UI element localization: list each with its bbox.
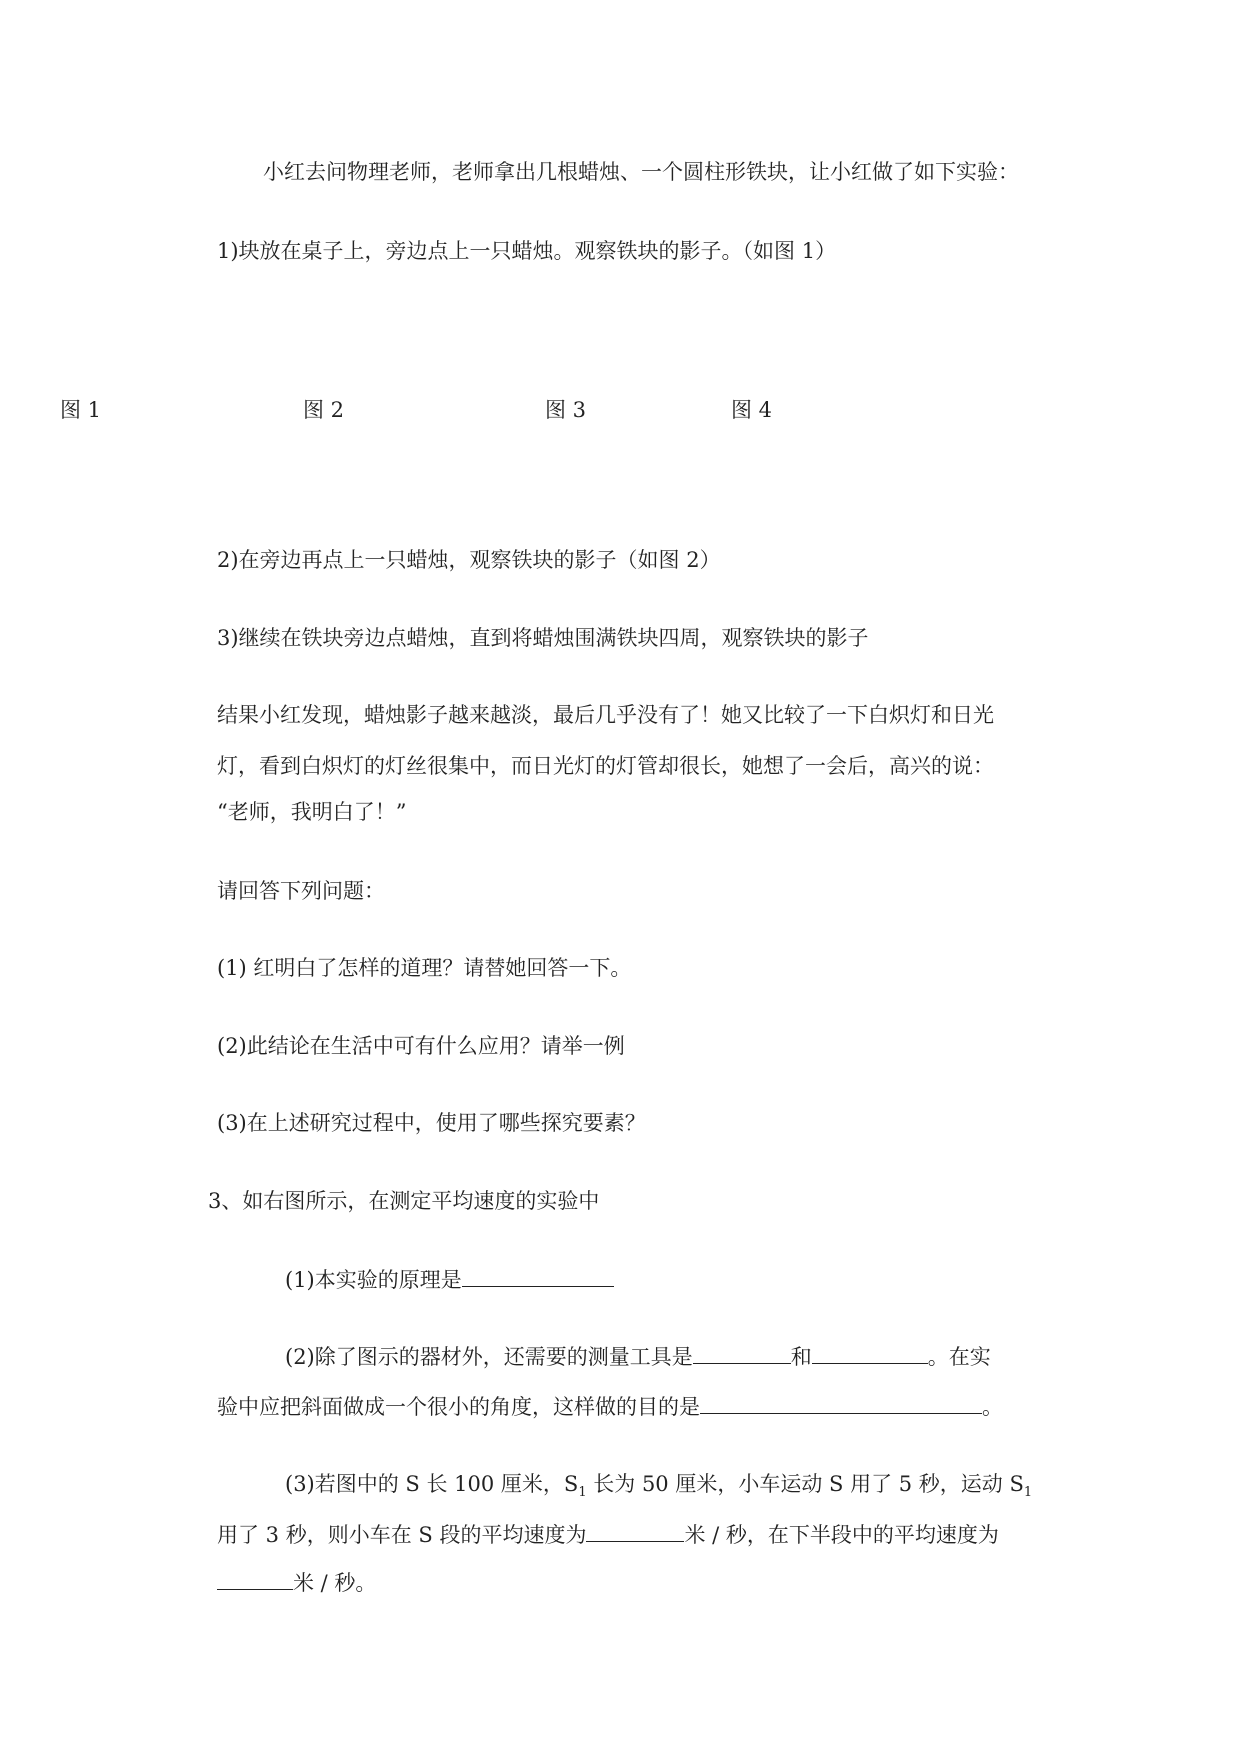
figure-label-4: 图 4: [731, 398, 773, 422]
step-3: 3)继续在铁块旁边点蜡烛，直到将蜡烛围满铁块四周，观察铁块的影子: [217, 626, 869, 650]
q3-part-3-text-c: 用了 3 秒，则小车在 S 段的平均速度为: [217, 1523, 587, 1547]
q3-part-2-text-b: 和: [790, 1345, 812, 1369]
question-3: (3)在上述研究过程中，使用了哪些探究要素？: [217, 1111, 646, 1135]
q3-part-2-text-c: 。在实: [927, 1345, 991, 1369]
answer-blank-tool-1[interactable]: [693, 1341, 791, 1364]
q3-part-2-line-2: [217, 1391, 1003, 1422]
answer-blank-speed-s[interactable]: [586, 1519, 684, 1542]
answer-blank-speed-half[interactable]: [217, 1567, 293, 1590]
intro-paragraph: 小红去问物理老师，老师拿出几根蜡烛、一个圆柱形铁块，让小红做了如下实验：: [263, 160, 1019, 184]
step-2: 2)在旁边再点上一只蜡烛，观察铁块的影子（如图 2）: [217, 548, 721, 572]
q3-part-3-text-d: 米 / 秒，在下半段中的平均速度为: [684, 1523, 999, 1547]
q3-part-3-line-1: [285, 1469, 1032, 1499]
questions-prompt: 请回答下列问题：: [217, 879, 385, 903]
result-line-2: 灯，看到白炽灯的灯丝很集中，而日光灯的灯管却很长，她想了一会后，高兴的说：: [217, 754, 994, 778]
question-1: (1) 红明白了怎样的道理？请替她回答一下。: [217, 956, 632, 980]
figure-label-1: 图 1: [60, 398, 102, 422]
q3-part-2-line-1: [285, 1341, 991, 1372]
result-line-1: 结果小红发现，蜡烛影子越来越淡，最后几乎没有了！她又比较了一下白炽灯和日光: [217, 703, 994, 727]
q3-part-3-text-e: 米 / 秒。: [293, 1571, 377, 1595]
q3-part-3-text-b: 长为 50 厘米，小车运动 S 用了 5 秒，运动 S: [586, 1472, 1024, 1496]
q3-title: 3、如右图所示，在测定平均速度的实验中: [208, 1189, 600, 1213]
subscript-1: 1: [578, 1485, 587, 1501]
answer-blank-purpose[interactable]: [700, 1391, 982, 1414]
answer-blank-principle[interactable]: [462, 1264, 614, 1287]
q3-part-1: [285, 1264, 614, 1295]
q3-part-3-line-3: [217, 1567, 376, 1598]
subscript-1b: 1: [1023, 1485, 1033, 1501]
figure-label-2: 图 2: [303, 398, 345, 422]
answer-blank-tool-2[interactable]: [812, 1341, 928, 1364]
question-2: (2)此结论在生活中可有什么应用？请举一例: [217, 1034, 625, 1058]
q3-part-2-text-e: 。: [982, 1395, 1003, 1419]
q3-part-2-text-d: 验中应把斜面做成一个很小的角度，这样做的目的是: [217, 1395, 700, 1419]
figure-label-3: 图 3: [545, 398, 587, 422]
q3-part-3-text-a: (3)若图中的 S 长 100 厘米，S: [285, 1472, 579, 1496]
q3-part-2-text-a: (2)除了图示的器材外，还需要的测量工具是: [285, 1345, 693, 1369]
step-1: 1)块放在桌子上，旁边点上一只蜡烛。观察铁块的影子。（如图 1）: [217, 239, 837, 263]
result-line-3: “老师，我明白了！”: [217, 800, 407, 824]
q3-part-1-text: (1)本实验的原理是: [285, 1268, 462, 1292]
q3-part-3-line-2: [217, 1519, 999, 1550]
